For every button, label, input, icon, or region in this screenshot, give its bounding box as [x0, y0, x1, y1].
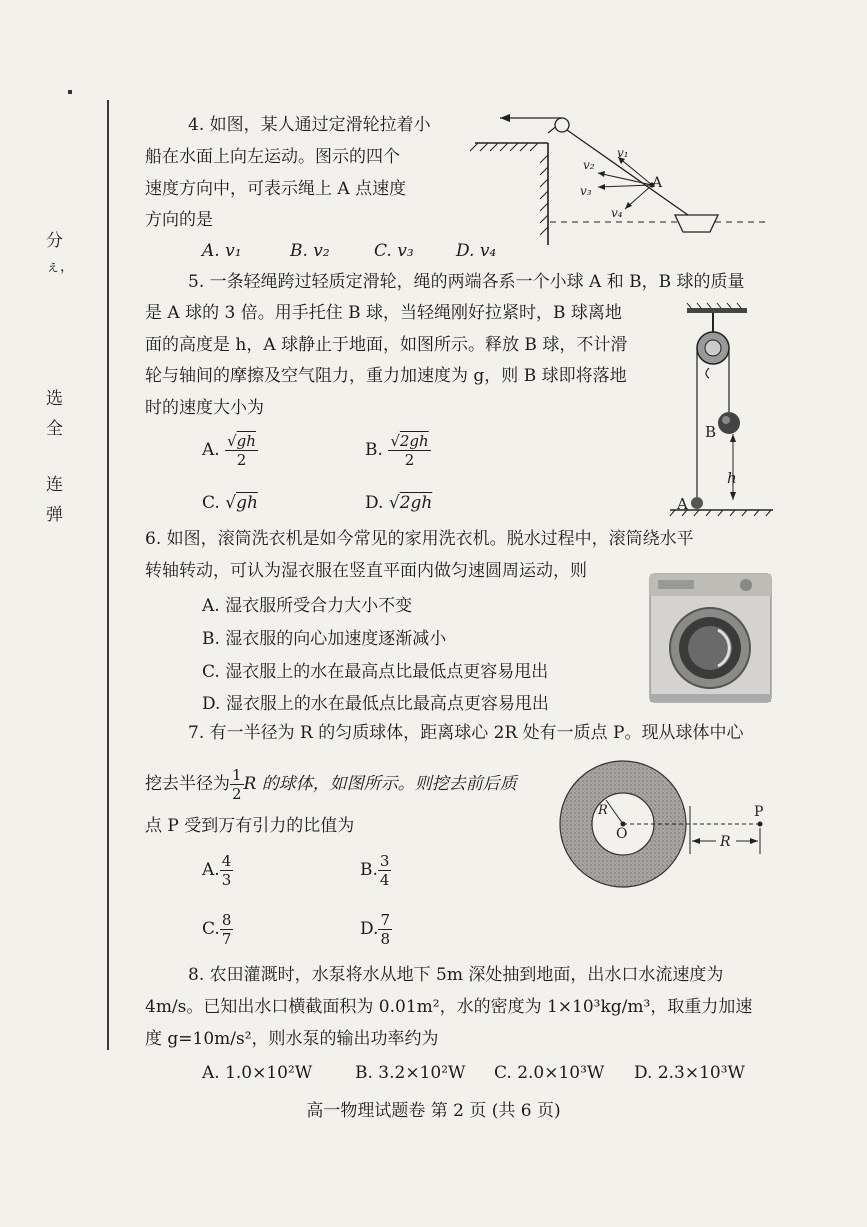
q8-option-b: B. 3.2×10²W [355, 1063, 466, 1083]
q7-line: 点 P 受到万有引力的比值为 [145, 816, 355, 836]
page-footer: 高一物理试题卷 第 2 页 (共 6 页) [306, 1101, 561, 1121]
q5-option-c: C. √gh [202, 493, 258, 513]
q8-option-c: C. 2.0×10³W [494, 1063, 605, 1083]
margin-dot [68, 90, 72, 94]
binding-margin-line [107, 100, 109, 1050]
q5-line: 5. 一条轻绳跨过轻质定滑轮，绳的两端各系一个小球 A 和 B，B 球的质量 [188, 272, 745, 292]
q4-pulley-diagram [470, 105, 770, 255]
q4-option-d: D. v₄ [456, 241, 497, 261]
q7-sphere-diagram [558, 756, 778, 906]
label-ball-a: A [677, 495, 688, 513]
q4-option-a: A. v₁ [202, 241, 242, 261]
q7-option-a: A. $\frac{4}{3}$ [202, 852, 232, 889]
q6-option-c: C. 湿衣服上的水在最高点比最低点更容易甩出 [202, 662, 549, 682]
q5-option-d: D. √2gh [365, 493, 433, 513]
q6-option-a: A. 湿衣服所受合力大小不变 [202, 596, 413, 616]
margin-mark: 弹 [46, 505, 63, 525]
q5-line: 轮与轴间的摩擦及空气阻力，重力加速度为 g，则 B 球即将落地 [145, 366, 627, 386]
q4-line: 方向的是 [145, 210, 213, 230]
q4-line: 4. 如图，某人通过定滑轮拉着小 [188, 115, 431, 135]
label-v4: v₄ [611, 206, 623, 220]
label-v3: v₃ [580, 184, 592, 198]
q8-line: 度 g=10m/s²，则水泵的输出功率约为 [145, 1029, 439, 1049]
q5-option-b: B. $\frac{√2gh}{2}$ [365, 432, 429, 469]
q5-line: 是 A 球的 3 倍。用手托住 B 球，当轻绳刚好拉紧时，B 球离地 [145, 303, 622, 323]
margin-mark: 全 [46, 419, 63, 439]
label-point-a: A [652, 175, 663, 191]
q7-option-b: B. $\frac{3}{4}$ [360, 852, 390, 889]
q7-option-d: D. $\frac{7}{8}$ [360, 911, 390, 948]
q7-option-c: C. $\frac{8}{7}$ [202, 911, 232, 948]
q4-option-c: C. v₃ [374, 241, 414, 261]
q7-line: 7. 有一半径为 R 的匀质球体，距离球心 2R 处有一质点 P。现从球体中心 [188, 723, 744, 743]
margin-mark: ぇ， [46, 259, 74, 275]
q4-line: 船在水面上向左运动。图示的四个 [145, 147, 400, 167]
q8-line: 4m/s。已知出水口横截面积为 0.01m²，水的密度为 1×10³kg/m³，取重力加速 [145, 997, 753, 1017]
label-r-inner: R [598, 803, 608, 818]
q8-option-d: D. 2.3×10³W [634, 1063, 746, 1083]
label-v1: v₁ [617, 146, 629, 160]
label-ball-b: B [705, 423, 717, 441]
label-h: h [727, 469, 737, 487]
q8-option-a: A. 1.0×10²W [202, 1063, 313, 1083]
label-p: P [754, 804, 764, 820]
q6-line: 转轴转动，可认为湿衣服在竖直平面内做匀速圆周运动，则 [145, 561, 587, 581]
label-v2: v₂ [583, 158, 595, 172]
margin-mark: 连 [46, 475, 63, 495]
q6-option-b: B. 湿衣服的向心加速度逐渐减小 [202, 629, 447, 649]
q5-pulley-diagram [665, 300, 780, 520]
q4-option-b: B. v₂ [290, 241, 330, 261]
label-o: O [616, 826, 628, 842]
margin-mark: 选 [46, 389, 63, 409]
q7-line-2: 挖去半径为 $\frac{1}{2}$ R 的球体，如图所示。则挖去前后质 [145, 766, 517, 803]
q5-line: 时的速度大小为 [145, 398, 264, 418]
q4-line: 速度方向中，可表示绳上 A 点速度 [145, 179, 407, 199]
q5-line: 面的高度是 h，A 球静止于地面，如图所示。释放 B 球，不计滑 [145, 335, 628, 355]
q6-line: 6. 如图，滚筒洗衣机是如今常见的家用洗衣机。脱水过程中，滚筒绕水平 [145, 529, 694, 549]
q6-option-d: D. 湿衣服上的水在最低点比最高点更容易甩出 [202, 694, 549, 714]
margin-mark: 分 [46, 231, 63, 251]
label-r-outer: R [720, 834, 731, 850]
q5-option-a: A. $\frac{√gh}{2}$ [202, 432, 256, 469]
washing-machine-photo [648, 572, 773, 704]
q8-line: 8. 农田灌溉时，水泵将水从地下 5m 深处抽到地面，出水口水流速度为 [188, 965, 724, 985]
